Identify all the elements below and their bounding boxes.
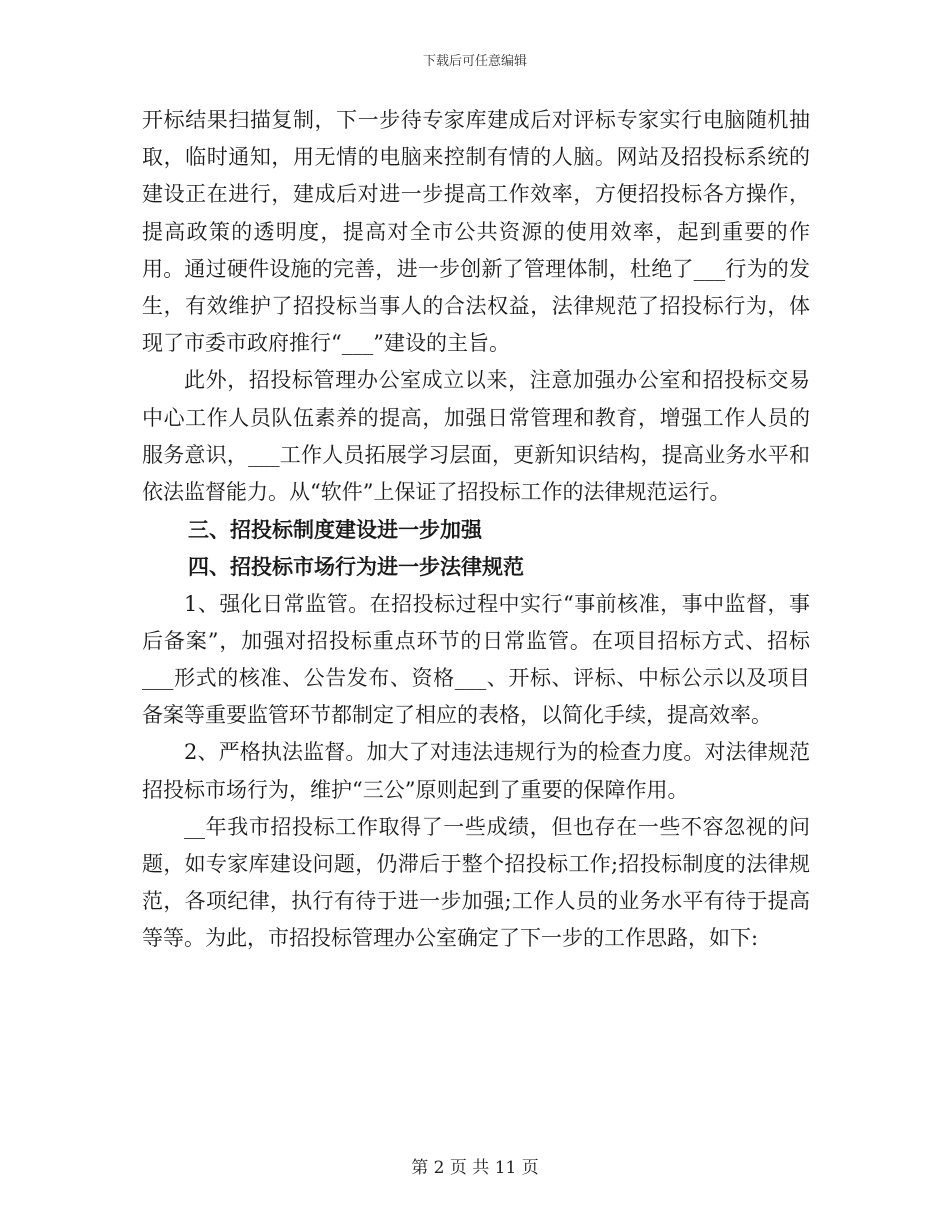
paragraph-law-enforcement: 2、严格执法监督。加大了对违法违规行为的检查力度。对法律规范招投标市场行为，维护“三公”原则起到了重要的保障作用。 bbox=[142, 740, 810, 802]
paragraph-daily-supervision: 1、强化日常监管。在招投标过程中实行“事前核准，事中监督，事后备案”，加强对招投标重点环节的日常监管。在项目招标方式、招标___形式的核准、公告发布、资格___、开标、评标、中标公示以及项目备案等重要监管环节都制定了相应的表格，以简化手续，提高效率。 bbox=[142, 591, 810, 728]
page-header: 下载后可任意编辑 bbox=[422, 54, 527, 69]
section-heading-4: 四、招投标市场行为进一步法律规范 bbox=[188, 554, 524, 580]
page-number-footer: 第 2 页 共 11 页 bbox=[411, 1158, 539, 1178]
paragraph-hardware-facilities: 开标结果扫描复制，下一步待专家库建成后对评标专家实行电脑随机抽取，临时通知，用无情的电脑来控制有情的人脑。网站及招投标系统的建设正在进行，建成后对进一步提高工作效率，方便招投标各方操作，提高政策的透明度，提高对全市公共资源的使用效率，起到重要的作用。通过硬件设施的完善，进一步创新了管理体制，杜绝了___行为的发生，有效维护了招投标当事人的合法权益，法律规范了招投标行为，体现了市委市政府推行“___”建设的主旨。 bbox=[142, 108, 810, 356]
paragraph-problems-and-plans: __年我市招投标工作取得了一些成绩，但也存在一些不容忽视的问题，如专家库建设问题，仍滞后于整个招投标工作;招投标制度的法律规范，各项纪律，执行有待于进一步加强;工作人员的业务水平有待于提高等等。为此，市招投标管理办公室确定了下一步的工作思路，如下: bbox=[142, 814, 810, 951]
section-heading-3: 三、招投标制度建设进一步加强 bbox=[188, 517, 482, 543]
document-body bbox=[142, 102, 810, 958]
paragraph-staff-quality: 此外，招投标管理办公室成立以来，注意加强办公室和招投标交易中心工作人员队伍素养的提高，加强日常管理和教育，增强工作人员的服务意识，___工作人员拓展学习层面，更新知识结构，提高业务水平和依法监督能力。从“软件”上保证了招投标工作的法律规范运行。 bbox=[142, 368, 810, 505]
